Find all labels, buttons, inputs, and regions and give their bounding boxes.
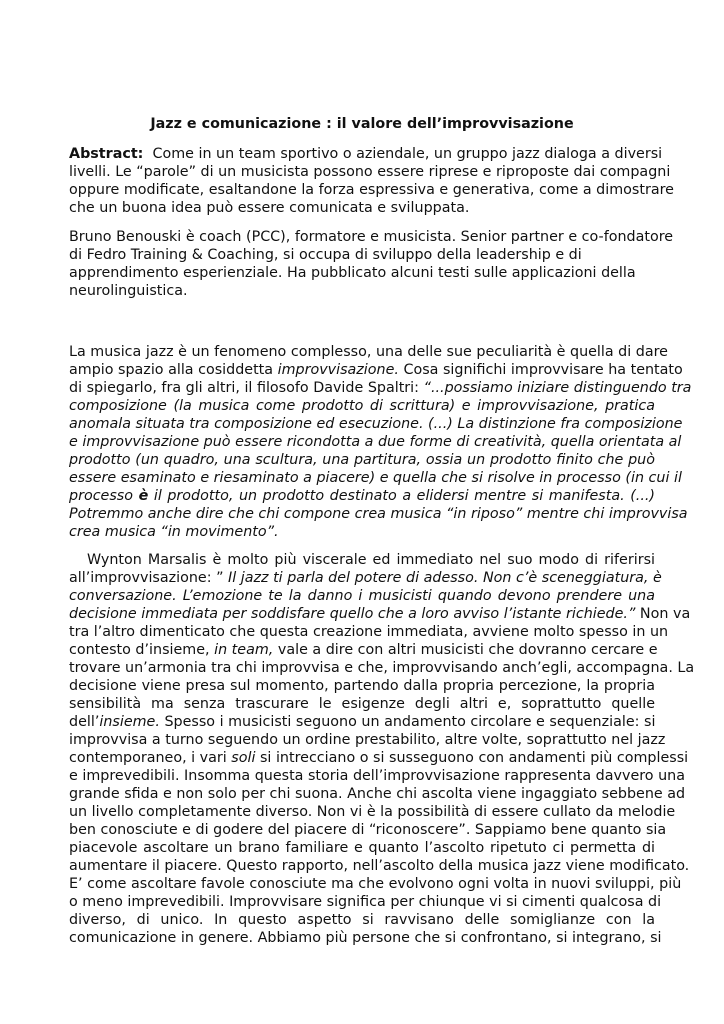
paragraph-line: essere esaminato e riesaminato a piacere) e quella che si risolve in processo (in cui il: [69, 470, 682, 486]
abstract-label: Abstract:: [69, 146, 144, 162]
paragraph-line: all’improvvisazione: ” Il jazz ti parla del potere di adesso. Non c’è sceneggiatura, è: [69, 570, 662, 586]
paragraph-line: decisione immediata per soddisfare quello che a loro avviso l’istante richiede.” Non va: [69, 606, 691, 622]
paragraph-line: decisione viene presa sul momento, partendo dalla propria percezione, la propria: [69, 678, 655, 694]
paragraph-line: e improvvisazione può essere ricondotta a due forme di creatività, quella orientata al: [69, 434, 682, 450]
paragraph-line: ampio spazio alla cosiddetta improvvisazione. Cosa significhi improvvisare ha tentato: [69, 362, 683, 378]
paragraph-line: crea musica “in movimento”.: [69, 524, 279, 540]
paragraph-line: di spiegarlo, fra gli altri, il filosofo Davide Spaltri: “...possiamo iniziare distinguendo tra: [69, 380, 692, 396]
paragraph-line: E’ come ascoltare favole conosciute ma che evolvono ogni volta in nuovi sviluppi, più: [69, 876, 682, 892]
abstract-line: [69, 145, 663, 163]
paragraph-line: La musica jazz è un fenomeno complesso, una delle sue peculiarità è quella di dare: [69, 344, 668, 360]
bio-line: Bruno Benouski è coach (PCC), formatore e musicista. Senior partner e co-fondatore: [69, 229, 674, 245]
paragraph-line: grande sfida e non solo per chi suona. Anche chi ascolta viene ingaggiato sebbene ad: [69, 786, 686, 802]
bio-line: neurolinguistica.: [69, 283, 188, 299]
bio-line: di Fedro Training & Coaching, si occupa di sviluppo della leadership e di: [69, 247, 582, 263]
paragraph-line: anomala situata tra composizione ed esecuzione. (...) La distinzione fra composizione: [69, 416, 683, 432]
body-paragraph-2: [69, 551, 695, 947]
paragraph-line: conversazione. L’emozione te la danno i musicisti quando devono prendere una: [69, 588, 655, 604]
paragraph-line: comunicazione in genere. Abbiamo più persone che si confrontano, si integrano, si: [69, 930, 662, 946]
paragraph-line: un livello completamente diverso. Non vi è la possibilità di essere cullato da melodie: [69, 804, 676, 820]
paragraph-line: composizione (la musica come prodotto di scrittura) e improvvisazione, pratica: [69, 398, 655, 414]
paragraph-line: diverso, di unico. In questo aspetto si ravvisano delle somiglianze con la: [69, 912, 655, 928]
paragraph-line: Wynton Marsalis è molto più viscerale ed immediato nel suo modo di riferirsi: [87, 552, 655, 568]
paragraph-line: tra l’altro dimenticato che questa creazione immediata, avviene molto spesso in un: [69, 624, 669, 640]
paragraph-line: Potremmo anche dire che chi compone crea musica “in riposo” mentre chi improvvisa: [69, 506, 688, 522]
paragraph-line: improvvisa a turno seguendo un ordine prestabilito, altre volte, soprattutto nel jazz: [69, 732, 666, 748]
paragraph-line: piacevole ascoltare un brano familiare e quanto l’ascolto ripetuto ci permetta di: [69, 840, 655, 856]
paragraph-line: contemporaneo, i vari soli si intrecciano o si susseguono con andamenti più complessi: [69, 750, 689, 766]
bio-line: apprendimento esperienziale. Ha pubblicato alcuni testi sulle applicazioni della: [69, 265, 636, 281]
paragraph-line: e imprevedibili. Insomma questa storia dell’improvvisazione rappresenta davvero una: [69, 768, 685, 784]
paragraph-line: aumentare il piacere. Questo rapporto, nell’ascolto della musica jazz viene modificato.: [69, 858, 690, 874]
paragraph-line: contesto d’insieme, in team, vale a dire con altri musicisti che dovranno cercare e: [69, 642, 658, 658]
abstract-section: [69, 145, 674, 217]
paragraph-line: processo è il prodotto, un prodotto destinato a elidersi mentre si manifesta. (...): [69, 488, 656, 504]
paragraph-line: trovare un’armonia tra chi improvvisa e che, improvvisando anch’egli, accompagna. La: [69, 660, 695, 676]
paragraph-line: prodotto (un quadro, una scultura, una partitura, ossia un prodotto finito che può: [69, 452, 655, 468]
paragraph-line: ben conosciute e di godere del piacere di “riconoscere”. Sappiamo bene quanto sia: [69, 822, 667, 838]
abstract-text: Come in un team sportivo o aziendale, un gruppo jazz dialoga a diversi: [152, 146, 663, 162]
paragraph-line: sensibilità ma senza trascurare le esigenze degli altri e, soprattutto quelle: [69, 696, 655, 712]
author-bio: [69, 228, 674, 300]
abstract-line: livelli. Le “parole” di un musicista possono essere riprese e riproposte dai compagni: [69, 164, 671, 180]
abstract-line: che un buona idea può essere comunicata e sviluppata.: [69, 200, 470, 216]
body-paragraph-1: [69, 343, 692, 541]
paragraph-line: o meno imprevedibili. Improvvisare significa per chiunque vi si cimenti qualcosa di: [69, 894, 662, 910]
abstract-line: oppure modificate, esaltandone la forza espressiva e generativa, come a dimostrare: [69, 182, 674, 198]
document-title: Jazz e comunicazione : il valore dell’improvvisazione: [150, 116, 574, 132]
paragraph-line: dell’insieme. Spesso i musicisti seguono un andamento circolare e sequenziale: si: [69, 714, 656, 730]
